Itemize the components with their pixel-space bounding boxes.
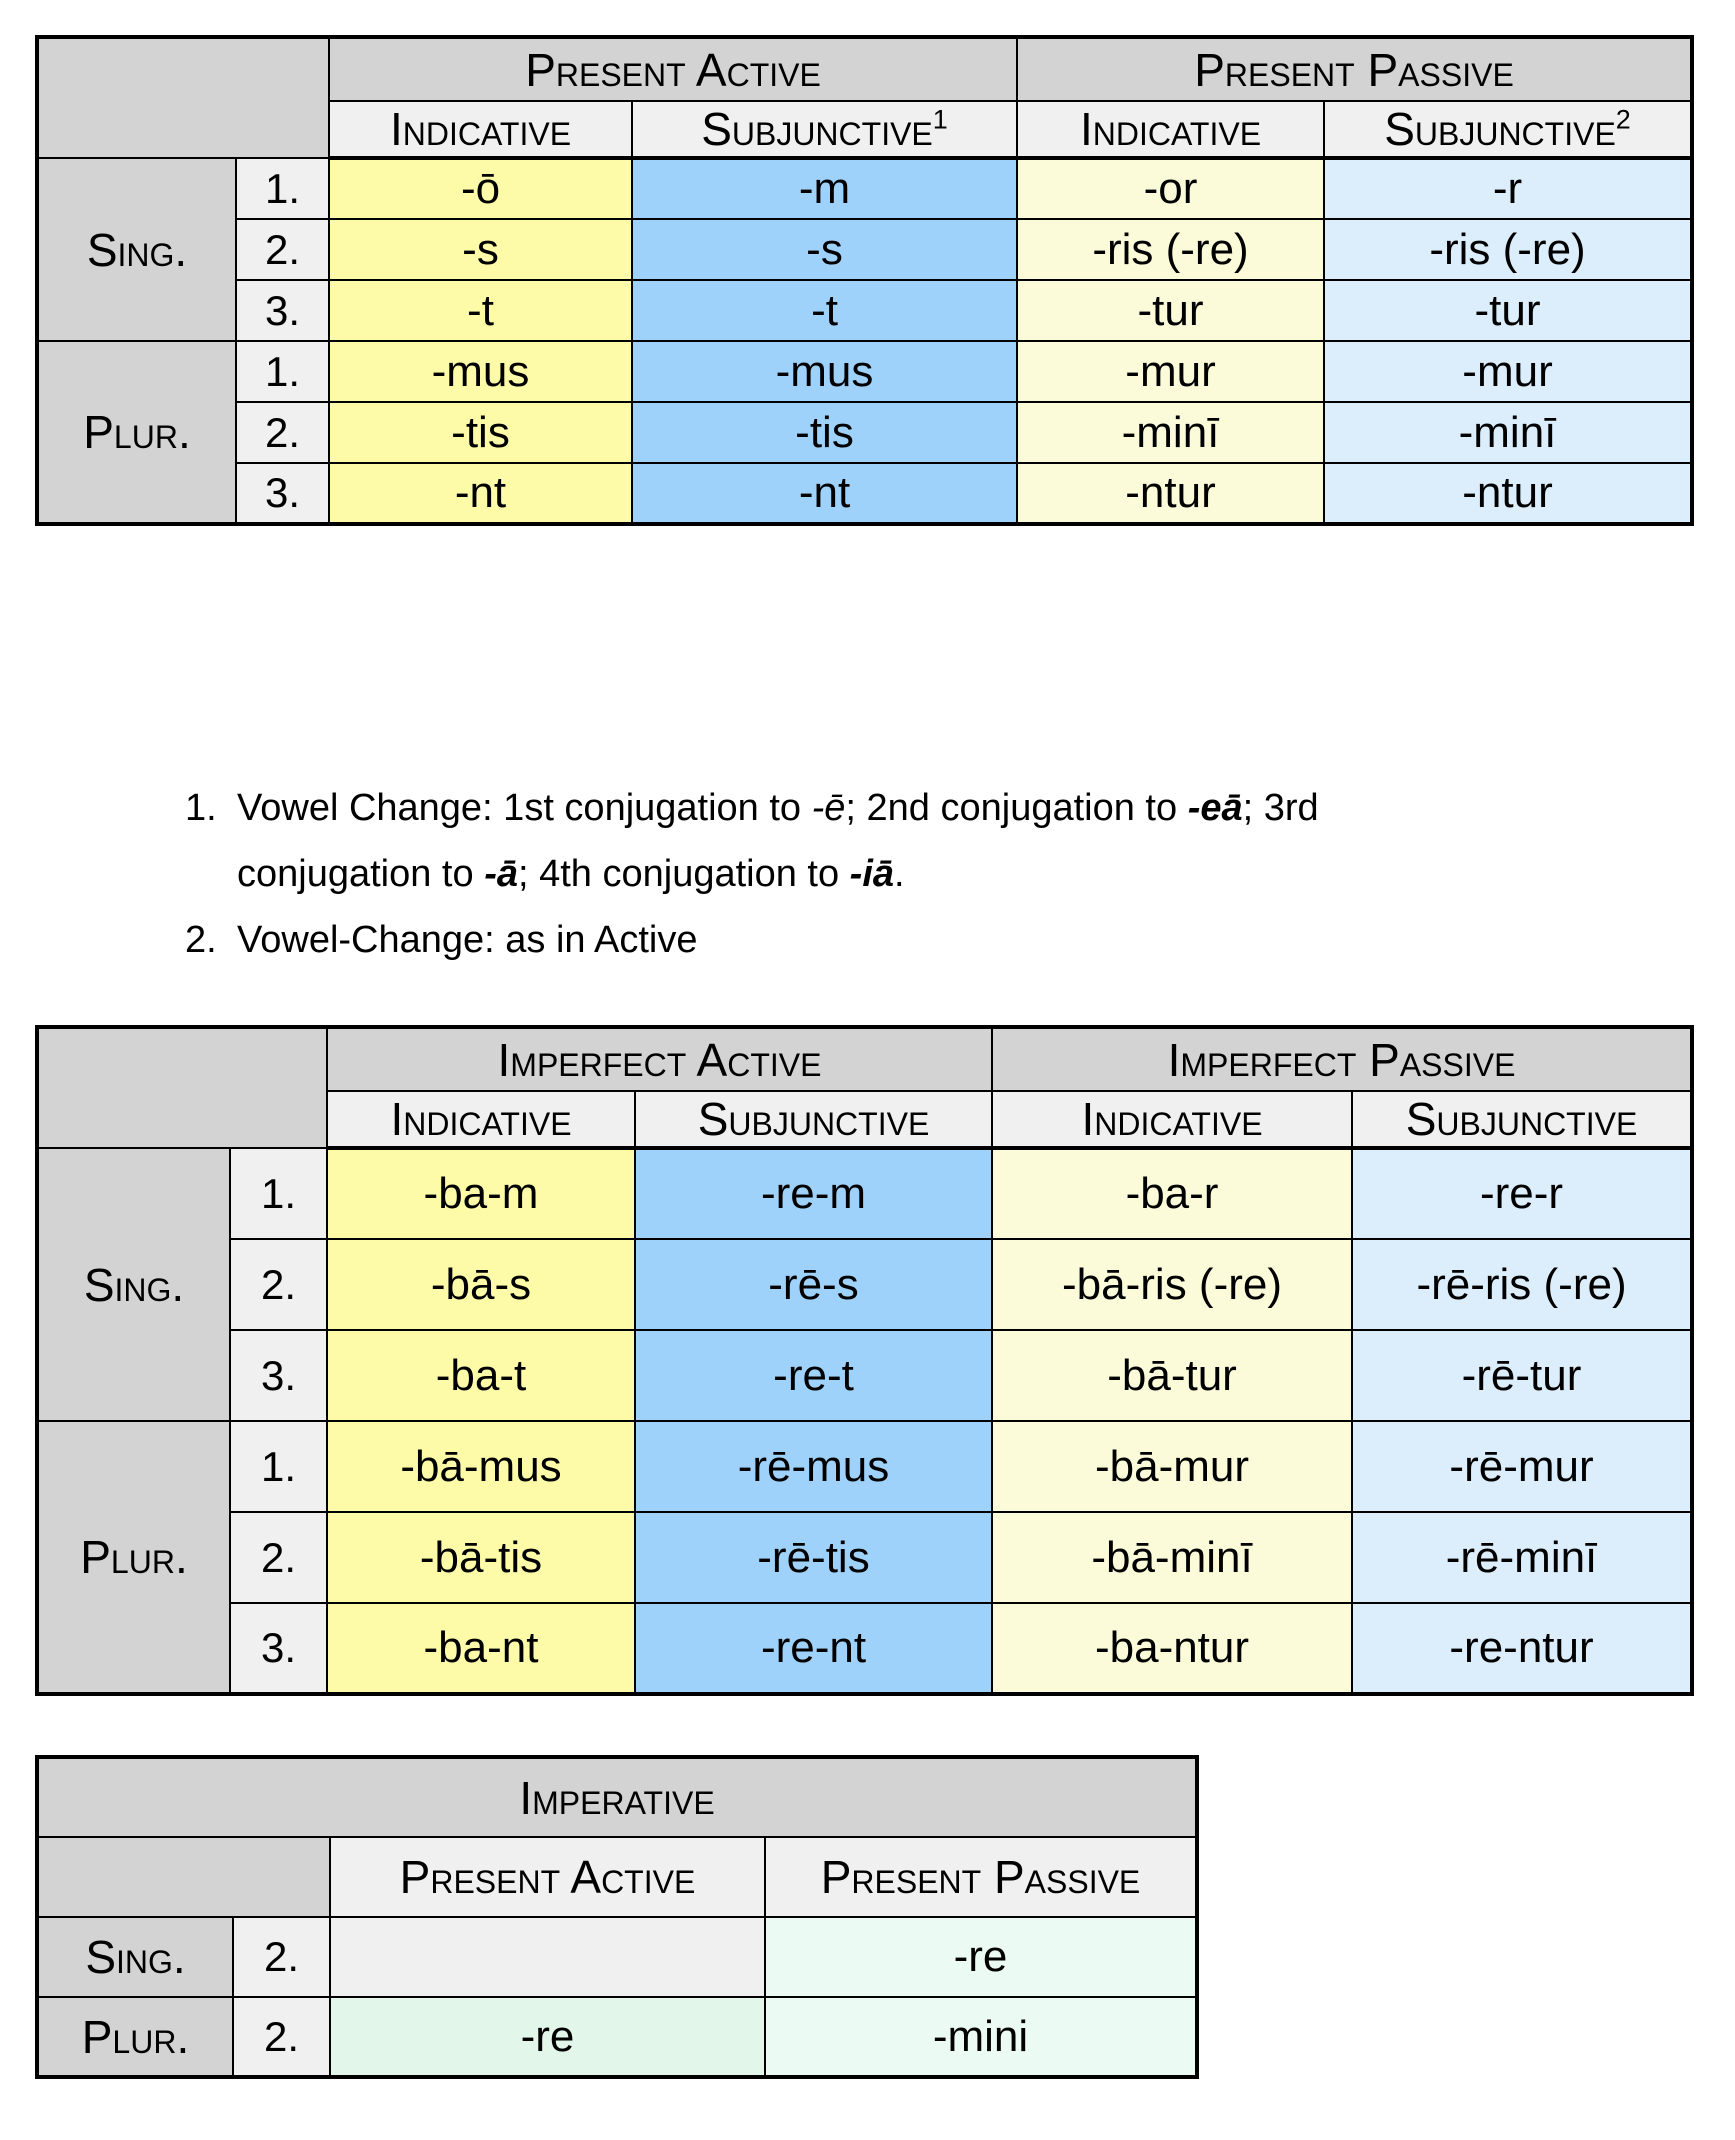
row-label-plural: Plur. [37,1997,233,2077]
row-label-singular: Sing. [37,1917,233,1997]
ending-cell: -mur [1017,341,1324,402]
ending-cell: -bā-ris (-re) [992,1239,1352,1330]
footnotes [185,775,1585,973]
column-header-indicative: Indicative [327,1091,635,1148]
ending-cell: -rē-tur [1352,1330,1692,1421]
column-header-label: Subjunctive [701,103,933,155]
ending-cell: -mur [1324,341,1692,402]
column-header-subjunctive [632,101,1017,158]
person-cell: 1. [236,158,329,219]
ending-cell: -nt [329,463,632,524]
person-cell: 3. [230,1330,327,1421]
person-cell: 1. [236,341,329,402]
column-header-present-active: Present Active [330,1837,765,1917]
group-header-imperfect-active: Imperfect Active [327,1027,992,1091]
imperfect-tense-table [35,1025,1694,1696]
ending-cell: -m [632,158,1017,219]
ending-cell: -s [632,219,1017,280]
ending-cell: -bā-tis [327,1512,635,1603]
column-header-label: Indicative [1079,103,1262,155]
person-cell: 1. [230,1148,327,1239]
ending-cell: -mus [632,341,1017,402]
person-cell: 2. [233,1917,330,1997]
group-header-imperfect-passive: Imperfect Passive [992,1027,1692,1091]
ending-cell: -rē-minī [1352,1512,1692,1603]
column-header-subjunctive [1324,101,1692,158]
ending-cell: -re-m [635,1148,992,1239]
imperative-table [35,1755,1199,2079]
person-cell: 3. [230,1603,327,1694]
person-cell: 1. [230,1421,327,1512]
ending-cell: -ba-m [327,1148,635,1239]
column-header-label: Indicative [389,103,572,155]
footnote-ref: 1 [932,104,948,135]
ending-cell: -nt [632,463,1017,524]
person-cell: 2. [236,402,329,463]
group-header-present-active: Present Active [329,37,1017,101]
ending-cell: -rē-s [635,1239,992,1330]
ending-cell: -bā-s [327,1239,635,1330]
footnote-text: Vowel Change: 1st conjugation to -ē; 2nd conjugation to -eā; 3rd conjugation to -ā; 4th conjugation to -iā. [237,787,1319,895]
ending-cell-empty [330,1917,765,1997]
row-label-singular: Sing. [37,1148,230,1421]
column-header-present-passive: Present Passive [765,1837,1197,1917]
ending-cell: -re [765,1917,1197,1997]
person-cell: 2. [233,1997,330,2077]
corner-cell [37,1027,327,1148]
row-label-singular: Sing. [37,158,236,341]
column-header-indicative [1017,101,1324,158]
ending-cell: -ba-r [992,1148,1352,1239]
ending-cell: -t [632,280,1017,341]
ending-cell: -ō [329,158,632,219]
footnote-number: 1. [185,787,217,829]
ending-cell: -re-nt [635,1603,992,1694]
ending-cell: -re-ntur [1352,1603,1692,1694]
corner-cell [37,37,329,158]
row-label-plural: Plur. [37,341,236,524]
person-cell: 2. [236,219,329,280]
row-label-plural: Plur. [37,1421,230,1694]
ending-cell: -rē-mur [1352,1421,1692,1512]
person-cell: 2. [230,1512,327,1603]
column-header-subjunctive: Subjunctive [635,1091,992,1148]
ending-cell: -t [329,280,632,341]
ending-cell: -minī [1324,402,1692,463]
ending-cell: -or [1017,158,1324,219]
ending-cell: -minī [1017,402,1324,463]
ending-cell: -tur [1324,280,1692,341]
ending-cell: -mini [765,1997,1197,2077]
group-header-present-passive: Present Passive [1017,37,1692,101]
ending-cell: -ntur [1324,463,1692,524]
ending-cell: -ris (-re) [1017,219,1324,280]
corner-cell [37,1837,330,1917]
footnote-ref: 2 [1615,104,1631,135]
ending-cell: -ntur [1017,463,1324,524]
ending-cell: -tis [632,402,1017,463]
ending-cell: -rē-ris (-re) [1352,1239,1692,1330]
footnote-number: 2. [185,919,217,961]
ending-cell: -bā-tur [992,1330,1352,1421]
ending-cell: -r [1324,158,1692,219]
ending-cell: -tis [329,402,632,463]
person-cell: 3. [236,463,329,524]
ending-cell: -re [330,1997,765,2077]
ending-cell: -s [329,219,632,280]
ending-cell: -bā-minī [992,1512,1352,1603]
ending-cell: -mus [329,341,632,402]
footnote-text: Vowel-Change: as in Active [237,919,698,961]
footnote-item [185,775,1585,907]
ending-cell: -re-r [1352,1148,1692,1239]
ending-cell: -rē-tis [635,1512,992,1603]
footnote-item [185,907,1585,973]
ending-cell: -rē-mus [635,1421,992,1512]
column-header-label: Subjunctive [1384,103,1616,155]
person-cell: 2. [230,1239,327,1330]
ending-cell: -tur [1017,280,1324,341]
ending-cell: -ba-nt [327,1603,635,1694]
ending-cell: -re-t [635,1330,992,1421]
ending-cell: -bā-mus [327,1421,635,1512]
ending-cell: -ba-ntur [992,1603,1352,1694]
present-tense-table [35,35,1694,526]
column-header-subjunctive: Subjunctive [1352,1091,1692,1148]
column-header-indicative: Indicative [992,1091,1352,1148]
table-title-imperative: Imperative [37,1757,1197,1837]
person-cell: 3. [236,280,329,341]
ending-cell: -ris (-re) [1324,219,1692,280]
ending-cell: -bā-mur [992,1421,1352,1512]
ending-cell: -ba-t [327,1330,635,1421]
column-header-indicative [329,101,632,158]
